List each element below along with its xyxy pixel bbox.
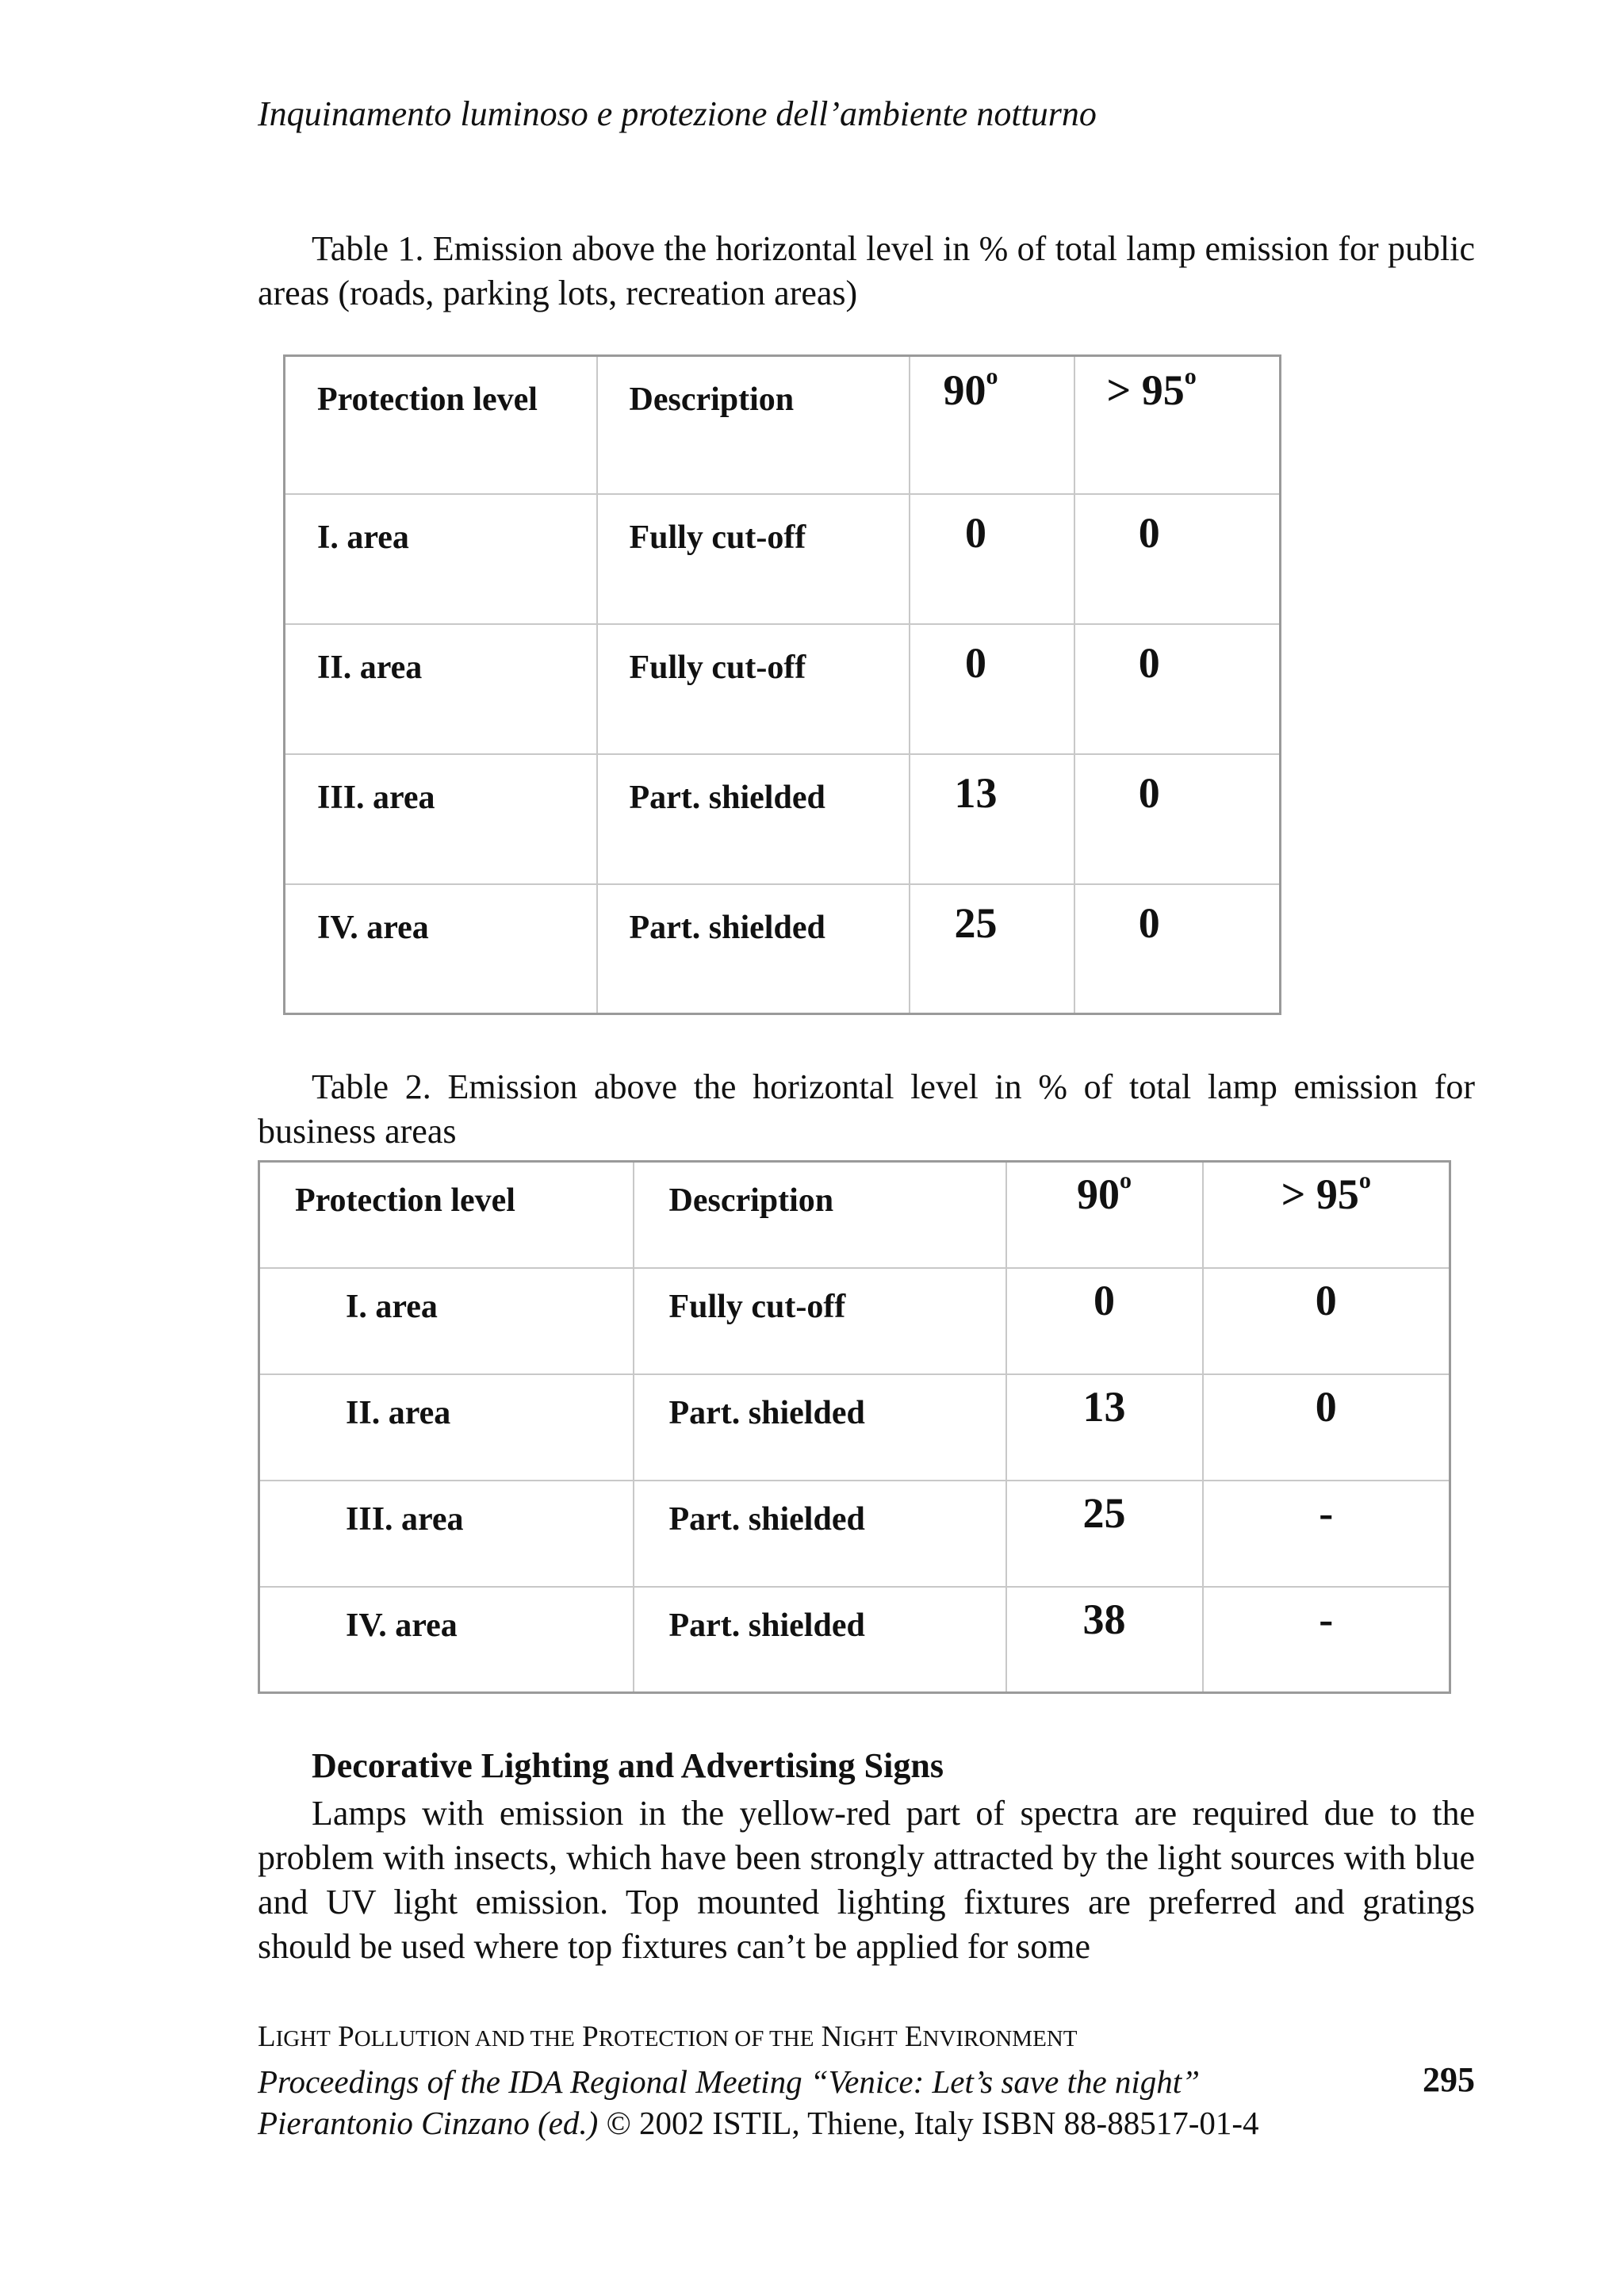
table1-header-row — [285, 356, 1281, 494]
footer-editor: Pierantonio Cinzano (ed.) — [258, 2105, 599, 2141]
table1-level: I. area — [285, 494, 597, 624]
table2-header-description: Description — [634, 1162, 1006, 1268]
table-row — [285, 624, 1281, 754]
table2-description: Part. shielded — [634, 1481, 1006, 1587]
table1-level: III. area — [285, 754, 597, 884]
footer-series-title: LIGHT POLLUTION AND THE PROTECTION OF THE NIGHT ENVIRONMENT — [258, 2021, 1078, 2053]
table-row — [259, 1587, 1450, 1693]
table2-value-95: 0 — [1203, 1268, 1450, 1374]
table1-value-95: 0 — [1074, 494, 1281, 624]
table1-value-95: 0 — [1074, 754, 1281, 884]
table1-level: IV. area — [285, 884, 597, 1014]
body-paragraph-text: Lamps with emission in the yellow-red part of spectra are required due to the problem with insects, which have been strongly attracted by the light sources with blue and UV light emission. Top mounted lighting fixtures are preferred and gratings should be used where top fixtures can’t be applied for some — [258, 1794, 1475, 1966]
table1-header-95: > $95^o$ — [1074, 356, 1281, 494]
table2-level: IV. area — [259, 1587, 634, 1693]
table2-header-95: > $95^o$ — [1203, 1162, 1450, 1268]
table-row — [285, 494, 1281, 624]
table2 — [258, 1160, 1451, 1694]
table2-value-95: - — [1203, 1481, 1450, 1587]
table1-value-90: 0 — [910, 624, 1074, 754]
table1-description: Part. shielded — [597, 754, 910, 884]
table1-caption — [258, 227, 1475, 316]
table-row — [285, 754, 1281, 884]
page-number: 295 — [1423, 2060, 1475, 2099]
table1 — [283, 354, 1281, 1015]
table2-caption — [258, 1065, 1475, 1154]
table2-value-90: 13 — [1006, 1374, 1203, 1481]
table1-value-90: 0 — [910, 494, 1074, 624]
table-row — [259, 1374, 1450, 1481]
table2-level: I. area — [259, 1268, 634, 1374]
footer-proceedings: Proceedings of the IDA Regional Meeting “Venice: Let’s save the night” — [258, 2063, 1200, 2100]
table1-value-95: 0 — [1074, 624, 1281, 754]
table2-header-level: Protection level — [259, 1162, 634, 1268]
table1-header-90: 90$^o$ — [910, 356, 1074, 494]
table2-value-90: 25 — [1006, 1481, 1203, 1587]
running-head: Inquinamento luminoso e protezione dell’ambiente notturno — [258, 94, 1097, 133]
table1-description: Part. shielded — [597, 884, 910, 1014]
table2-description: Fully cut-off — [634, 1268, 1006, 1374]
table1-value-95: 0 — [1074, 884, 1281, 1014]
table1-value-90: 25 — [910, 884, 1074, 1014]
table-row — [285, 884, 1281, 1014]
table1-level: II. area — [285, 624, 597, 754]
table2-value-90: 38 — [1006, 1587, 1203, 1693]
table1-caption-text: Table 1. Emission above the horizontal level in % of total lamp emission for public areas (roads, parking lots, recreation areas) — [258, 229, 1475, 312]
body-paragraph — [258, 1791, 1475, 1969]
footer-copyright: © 2002 ISTIL, Thiene, Italy ISBN 88-88517-01-4 — [598, 2105, 1259, 2141]
table1-description: Fully cut-off — [597, 494, 910, 624]
table1-header-description: Description — [597, 356, 910, 494]
section-title: Decorative Lighting and Advertising Signs — [312, 1746, 944, 1785]
table2-value-95: - — [1203, 1587, 1450, 1693]
table1-header-level: Protection level — [285, 356, 597, 494]
table2-level: II. area — [259, 1374, 634, 1481]
table2-header-row — [259, 1162, 1450, 1268]
table2-caption-text: Table 2. Emission above the horizontal level in % of total lamp emission for business areas — [258, 1067, 1475, 1151]
table1-value-90: 13 — [910, 754, 1074, 884]
table2-level: III. area — [259, 1481, 634, 1587]
table2-description: Part. shielded — [634, 1587, 1006, 1693]
table2-description: Part. shielded — [634, 1374, 1006, 1481]
table2-header-90: 90$^o$ — [1006, 1162, 1203, 1268]
table1-description: Fully cut-off — [597, 624, 910, 754]
table-row — [259, 1481, 1450, 1587]
table-row — [259, 1268, 1450, 1374]
table2-value-90: 0 — [1006, 1268, 1203, 1374]
table2-value-95: 0 — [1203, 1374, 1450, 1481]
footer-publisher — [258, 2104, 1259, 2142]
